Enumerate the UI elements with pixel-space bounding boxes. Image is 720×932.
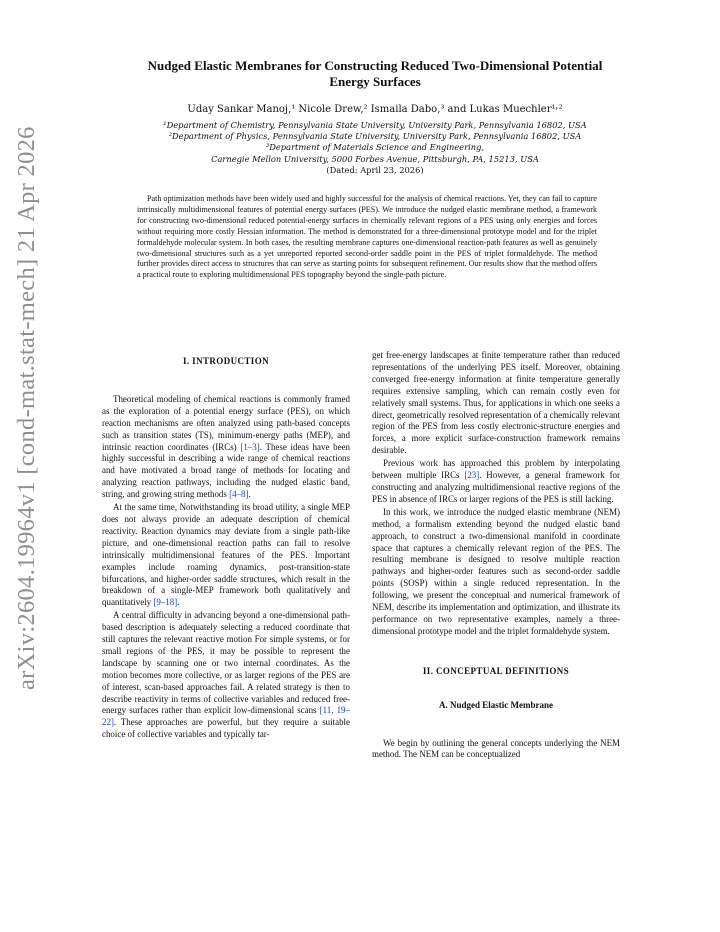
- affiliations: [80, 120, 670, 176]
- text-run: Previous work has approached this problem by interpolating between multiple IRCs: [372, 458, 620, 481]
- text-run: .: [248, 489, 251, 500]
- affiliation: Carnegie Mellon University, 5000 Forbes Avenue, Pittsburgh, PA, 15213, USA: [211, 153, 539, 164]
- paragraph: [372, 458, 620, 506]
- citation-link[interactable]: [23]: [464, 470, 480, 481]
- right-column: [372, 350, 620, 762]
- affiliation: ³Department of Materials Science and Engineering,: [265, 142, 485, 153]
- citation-link[interactable]: [4–8]: [229, 489, 249, 500]
- text-run: . However, a general framework for constructing and analyzing multidimensional reactive regions of the PES in absence of IRCs or larger regions of the PES is still lacking.: [372, 470, 620, 504]
- paragraph: get free-energy landscapes at finite temperature rather than reduced representations of the underlying PES itself. Moreover, obtaining converged free-energy information at finite temperature generally requires extensive sampling, which can remain costly even for relatively small systems. Thus, for applications in which one seeks a direct, geometrically resolved representation of a chemically relevant region of the PES from less costly electronic-structure energies and forces, a more explicit surface-construction framework remains desirable.: [372, 350, 620, 456]
- author-list: Uday Sankar Manoj,¹ Nicole Drew,² Ismaila Dabo,³ and Lukas Muechler¹˒²: [187, 104, 563, 115]
- paragraph: [102, 502, 350, 609]
- left-column: [102, 350, 350, 742]
- citation-link[interactable]: [1–3]: [240, 441, 260, 452]
- paragraph: [102, 394, 350, 501]
- paper-header: [80, 58, 670, 176]
- text-run: . These approaches are powerful, but they require a suitable choice of collective variables and typically tar-: [102, 717, 350, 740]
- paragraph: In this work, we introduce the nudged elastic membrane (NEM) method, a formalism extending beyond the nudged elastic band approach, to construct a two-dimensional manifold in coordinate space that captures a chemically relevant region of the PES. The resulting membrane is designed to resolve multiple reaction pathways and higher-order features such as second-order saddle points (SOSP) within a single reduced representation. In the following, we present the conceptual and numerical framework of NEM, describe its implementation and optimization, and illustrate its performance on two representative examples, namely a three-dimensional prototype model and the triplet formaldehyde system.: [372, 506, 620, 636]
- section-heading: I. INTRODUCTION: [182, 356, 269, 366]
- text-run: .: [177, 597, 180, 608]
- text-run: A central difficulty in advancing beyond a one-dimensional path-based description is adequately selecting a reduced coordinate that still captures the relevant reactive motion For simple systems, or for small regions of the PES, it may be possible to represent the landscape by scanning one or two internal coordinates. As the motion becomes more collective, or as larger regions of the PES are of interest, scan-based approaches fail. A related strategy is then to describe reactivity in terms of collective variables and reduced free-energy surfaces rather than explicit low-dimensional scans: [102, 610, 350, 716]
- affiliation: ¹Department of Chemistry, Pennsylvania State University, University Park, Pennsylvania 16802, USA: [163, 120, 587, 130]
- citation-link[interactable]: [9–18]: [153, 597, 178, 608]
- paragraph: We begin by outlining the general concepts underlying the NEM method. The NEM can be conceptualized: [372, 737, 620, 760]
- section-heading: II. CONCEPTUAL DEFINITIONS: [422, 665, 570, 676]
- text-run: Theoretical modeling of chemical reactions is commonly framed as the exploration of a potential energy surface (PES), on which reaction mechanisms are often analyzed using path-based concepts such as transition states (TS), minimum-energy paths (MEP), and intrinsic reaction coordinates (IRCs): [102, 393, 350, 452]
- paper-title: [80, 58, 670, 90]
- abstract: Path optimization methods have been widely used and highly successful for the analysis of chemical reactions. Yet, they can fail to capture intrinsically multidimensional features of potential energy surfaces (PES). We introduce the nudged elastic membrane method, a framework for constructing two-dimensional reduced potential-energy surfaces in chemically relevant regions of a PES using only energies and forces without requiring more costly Hessian information. The method is demonstrated for a three-dimensional prototype model and for the triplet formaldehyde molecular system. In both cases, the resulting membrane captures one-dimensional reaction-path features as well as genuinely two-dimensional structures such as a yet unreported reported second-order saddle point in the PES of triplet formaldehyde. The method further provides direct access to structures that can serve as starting points for subsequent refinement. Our results show that the method offers a practical route to exploring multidimensional PES topography beyond the single-path picture.: [137, 194, 597, 280]
- title-line: Nudged Elastic Membranes for Constructing Reduced Two-Dimensional Potential: [147, 58, 603, 73]
- affiliation: ²Department of Physics, Pennsylvania State University, University Park, Pennsylvania 16802, USA: [168, 131, 582, 142]
- text-run: . These ideas have been highly successful in describing a wide range of chemical reactions and have motivated a broad range of methods for locating and analyzing reaction pathways, including the nudged elastic band, string, and growing string methods: [102, 441, 350, 500]
- title-line: Energy Surfaces: [329, 74, 421, 89]
- text-run: At the same time, Notwithstanding its broad utility, a single MEP does not always provide an adequate description of chemical reactivity. Reaction dynamics may deviate from a single path-like picture, and one-dimensional reaction paths can fail to resolve intrinsically multidimensional features of the PES. Important examples include roaming dynamics, post-transition-state bifurcations, and higher-order saddle structures, which result in the breakdown of a single-MEP framework both qualitatively and quantitatively: [102, 502, 350, 608]
- dated-line: (Dated: April 23, 2026): [326, 164, 424, 175]
- citation-link[interactable]: [11, 19–22]: [102, 705, 350, 728]
- arxiv-identifier: arXiv:2604.19964v1 [cond-mat.stat-mech] 21 Apr 2026: [13, 126, 40, 690]
- subsection-heading: A. Nudged Elastic Membrane: [439, 699, 553, 710]
- paragraph: [102, 610, 350, 741]
